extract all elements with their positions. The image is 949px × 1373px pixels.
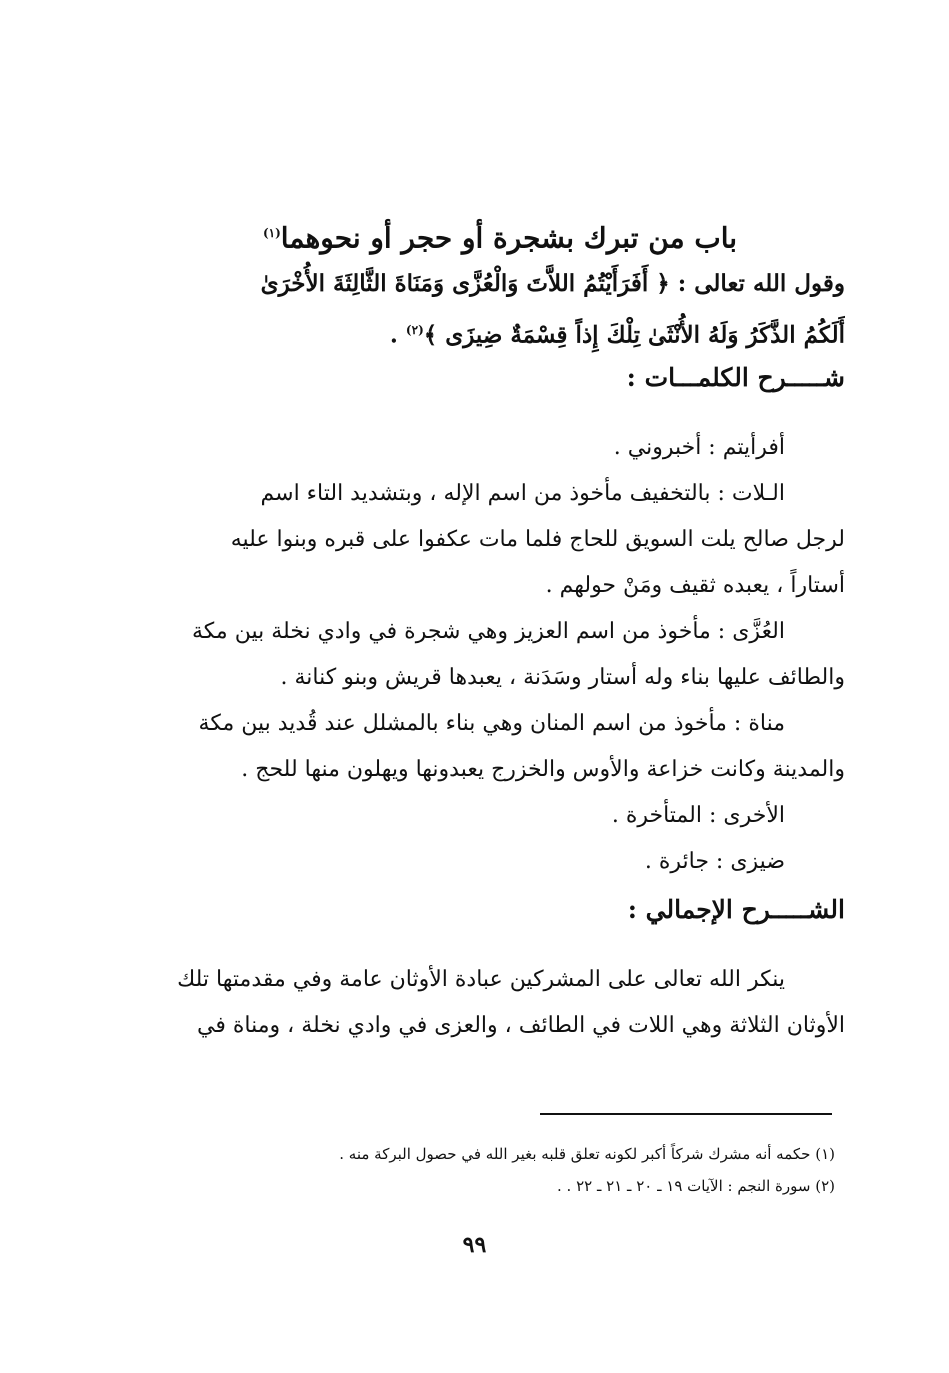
words-line: العُزَّى : مأخوذ من اسم العزيز وهي شجرة في وادي نخلة بين مكة [191, 619, 785, 644]
spacer [155, 403, 845, 425]
footnote-divider [540, 1113, 832, 1115]
footnotes [155, 1138, 835, 1202]
words-line: الأخرى : المتأخرة . [611, 803, 785, 828]
words-line: والمدينة وكانت خزاعة والأوس والخزرج يعبدونها ويهلون منها للحج . [241, 757, 845, 782]
chapter-title [155, 205, 845, 261]
verse-line-2-end: . [389, 321, 406, 349]
chapter-title-footnote-ref: (١) [262, 226, 281, 240]
chapter-title-text: باب من تبرك بشجرة أو حجر أو نحوهما [280, 221, 738, 255]
footnote-1: (١) حكمه أنه مشرك شركاً أكبر لكونه تعلق قلبه بغير الله في حصول البركة منه . [339, 1145, 835, 1163]
verse-line-2-text: أَلَكُمُ الذَّكَرُ وَلَهُ الأُنْثَىٰ تِلْكَ إِذاً قِسْمَةٌ ضِيزَى ﴾ [423, 321, 845, 349]
summary-line: ينكر الله تعالى على المشركين عبادة الأوثان عامة وفي مقدمتها تلك [177, 967, 785, 992]
summary-paragraph [155, 957, 845, 1049]
word-definitions [155, 425, 845, 885]
footnote-2: (٢) سورة النجم : الآيات ١٩ ـ ٢٠ ـ ٢١ ـ ٢٢ . . [557, 1177, 835, 1195]
words-line: أستاراً ، يعبده ثقيف ومَنْ حولهم . [545, 573, 845, 598]
verse-footnote-ref: (٢) [405, 323, 424, 337]
page-content [155, 205, 845, 1049]
verse-line-1: وقول الله تعالى : ﴿ أَفَرَأَيْتُمُ اللاَّتَ وَالْعُزَّى وَمَنَاةَ الثَّالِثَةَ الأُخْرَىٰ [260, 270, 845, 297]
summary-line: الأوثان الثلاثة وهي اللات في الطائف ، والعزى في وادي نخلة ، ومناة في [197, 1013, 845, 1038]
words-line: لرجل صالح يلت السويق للحاج فلما مات عكفوا على قبره وبنوا عليه [230, 527, 845, 552]
spacer [155, 935, 845, 957]
words-line: الـلات : بالتخفيف مأخوذ من اسم الإله ، وبتشديد التاء اسم [260, 481, 785, 506]
page-number: ٩٩ [462, 1232, 487, 1258]
words-line: أفرأيتم : أخبروني . [613, 435, 785, 460]
verse-line-2 [155, 307, 845, 353]
words-line: ضيزى : جائرة . [644, 849, 785, 874]
words-line: والطائف عليها بناء وله أستار وسَدَنة ، يعبدها قريش وبنو كنانة . [280, 665, 845, 690]
words-line: مناة : مأخوذ من اسم المنان وهي بناء بالمشلل عند قُديد بين مكة [198, 711, 785, 736]
words-heading: شـــــرح الكلمـــات : [626, 363, 845, 392]
summary-heading: الشـــــرح الإجمالي : [627, 895, 845, 924]
